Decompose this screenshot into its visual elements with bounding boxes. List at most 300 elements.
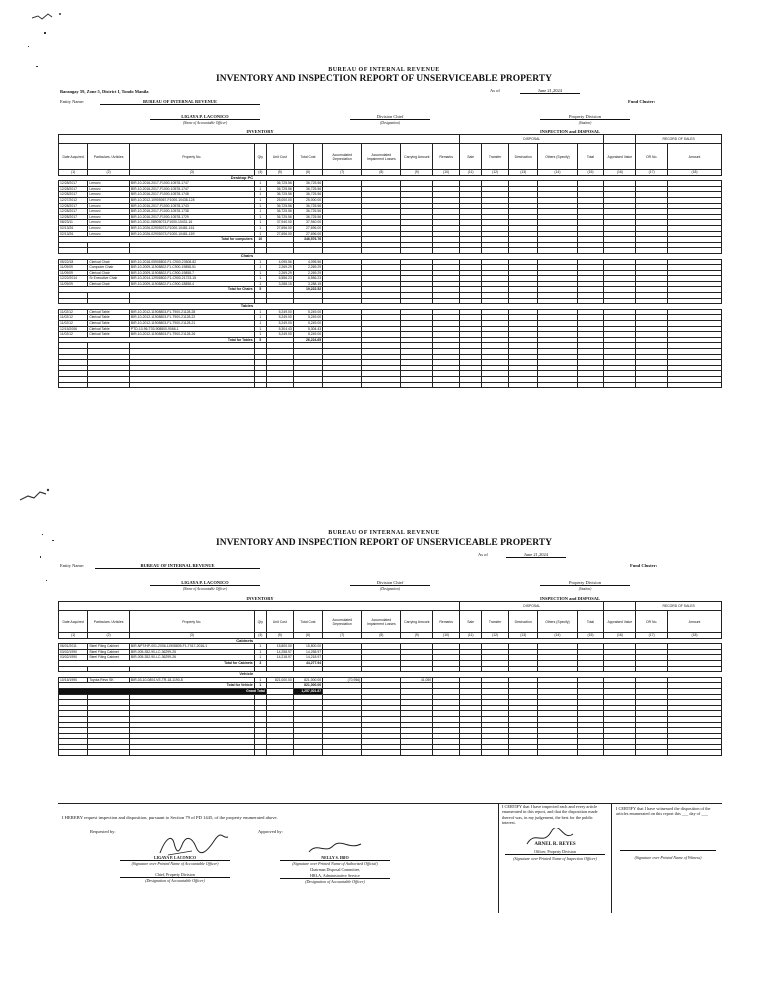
date-acquired: 12/28/2017: [59, 214, 88, 220]
request-statement: I HEREBY request inspection and disposition, pursuant to Section 79 of PD 1445, of the property enumerated above.: [62, 815, 278, 820]
column-header: Unit Cost: [266, 144, 293, 170]
as-of-value-2: June 21,2024: [506, 552, 566, 558]
total-cost: 36,725.56: [293, 209, 322, 215]
column-number: (5): [266, 170, 293, 176]
column-header: Others (Specify): [538, 144, 577, 170]
date-acquired: 12/22/2014: [59, 276, 88, 282]
qty: 1: [254, 326, 266, 332]
particulars: Steel Filing Cabinet: [88, 655, 130, 661]
column-header: Total Cost: [293, 144, 322, 170]
category-label: Cabinets: [129, 638, 254, 644]
unit-cost: 6,556.23: [266, 276, 293, 282]
sig2-line1: Chairman Disposal Committee,: [309, 867, 361, 872]
unit-cost: 14,218.97: [266, 655, 293, 661]
sig1-caption: (Signature over Printed Name of Accountable Officer): [131, 861, 219, 866]
qty: 1: [254, 220, 266, 226]
scan-speck: [40, 556, 41, 558]
total-label: Total for computers: [59, 237, 255, 243]
unit-cost: 36,725.56: [266, 203, 293, 209]
total-cost: 15,800.00: [293, 644, 322, 650]
total-cost: 346,576.76: [293, 237, 322, 243]
column-header: OR No.: [636, 611, 668, 633]
category-label: Chairs: [129, 253, 254, 259]
total-cost: 36,725.56: [293, 181, 322, 187]
unit-cost: 37,940.00: [266, 220, 293, 226]
qty: 1: [254, 309, 266, 315]
column-header: Total: [577, 611, 604, 633]
empty-cell: [482, 750, 509, 756]
inventory-section-label-2: INVENTORY: [246, 596, 274, 601]
unit-cost: 2,269.29: [266, 270, 293, 276]
total-cost: 2,269.29: [293, 270, 322, 276]
column-header: Qty: [254, 144, 266, 170]
empty-cell: [88, 382, 130, 388]
date-acquired: 05/22/18: [59, 259, 88, 265]
station-2: Property Division: [540, 580, 630, 586]
qty: 1: [254, 321, 266, 327]
column-header: Remarks: [433, 144, 460, 170]
station: Property Division: [540, 114, 630, 120]
empty-cell: [254, 750, 266, 756]
date-acquired: 03/02/1990: [59, 649, 88, 655]
date-acquired: 12/28/2017: [59, 186, 88, 192]
property-no: BIR-10-2026-02905073-F1000-10481-159: [129, 231, 254, 237]
grand-total-label: Grand Total: [59, 688, 267, 694]
qty: 1: [254, 276, 266, 282]
particulars: Lenovo: [88, 209, 130, 215]
inventory-table-page2: [58, 601, 722, 756]
column-header: Qty: [254, 611, 266, 633]
approved-by-label: Approved by:: [258, 829, 283, 834]
empty-cell: [129, 382, 254, 388]
particulars: Lenovo: [88, 225, 130, 231]
property-no: BIR-10-2016-2017-F1000-10578-1748: [129, 192, 254, 198]
sig3-sub: Officer, Property Division: [505, 849, 605, 855]
column-number: (9): [401, 170, 433, 176]
total-qty: 5: [254, 337, 266, 343]
total-cost: 3,288.15: [293, 281, 322, 287]
scan-speck: [36, 66, 38, 67]
total-cost: 27,696.00: [293, 225, 322, 231]
column-header: Total Cost: [293, 611, 322, 633]
sig1b-caption: (Designation of Accountable Officer): [145, 878, 205, 883]
property-no: BIR-10-2009-11908802-F1-C900-18858-4: [129, 281, 254, 287]
empty-cell: [266, 382, 293, 388]
unit-cost: 5,249.00: [266, 321, 293, 327]
sig2-caption2: (Designation of Accountable Officer): [305, 879, 365, 884]
empty-cell: [636, 382, 668, 388]
column-header: Accumulated Depreciation: [323, 611, 362, 633]
property-no: BIR-10-2016-2017-F1000-10578-1743: [129, 203, 254, 209]
unit-cost: 36,725.56: [266, 192, 293, 198]
total-cost: 5,304.43: [293, 326, 322, 332]
column-header: Date Acquired: [59, 144, 88, 170]
column-number: (18): [668, 170, 722, 176]
total-cost: 5,249.00: [293, 332, 322, 338]
agency-title: BUREAU OF INTERNAL REVENUE: [328, 67, 440, 73]
column-number: (18): [668, 633, 722, 639]
empty-cell: [509, 382, 538, 388]
empty-cell: [59, 382, 88, 388]
designation-caption-2: (Designation): [380, 587, 400, 591]
total-label: Total for Tables: [59, 337, 255, 343]
qty: 1: [254, 225, 266, 231]
column-number: (10): [433, 633, 460, 639]
particulars: Clerical Table: [88, 321, 130, 327]
date-acquired: 11/02/12: [59, 321, 88, 327]
empty-cell: [577, 382, 604, 388]
unit-cost: 27,696.00: [266, 225, 293, 231]
particulars: Computer Chair: [88, 265, 130, 271]
qty: 1: [254, 209, 266, 215]
total-cost: 36,725.56: [293, 203, 322, 209]
property-no: BIR-10-2016-2017-F1000-10578-1747: [129, 181, 254, 187]
date-acquired: 10/15/1990: [59, 677, 88, 683]
qty: 1: [254, 281, 266, 287]
date-acquired: 02/13/26: [59, 225, 88, 231]
total-cost: 36,725.56: [293, 192, 322, 198]
grand-total-value: 1,257,301.87: [293, 688, 322, 694]
column-number: (7): [323, 170, 362, 176]
scan-speck: [46, 580, 47, 581]
column-header: Property No.: [129, 611, 254, 633]
column-header: Particulars / Articles: [88, 144, 130, 170]
empty-cell: [362, 382, 401, 388]
sig2-line2: HRLA, Administrative Service: [280, 873, 390, 879]
accountable-officer: LIGAYA P. LACONICO: [150, 114, 260, 120]
unit-cost: 25,000.00: [266, 197, 293, 203]
fund-cluster-label: Fund Cluster:: [628, 99, 656, 104]
column-number: (9): [401, 633, 433, 639]
requested-by-label: Requested by:: [90, 829, 116, 834]
empty-cell: [362, 750, 401, 756]
unit-cost: 36,725.56: [266, 214, 293, 220]
accountable-caption-2: (Name of Accountable Officer): [182, 587, 228, 591]
qty: 1: [254, 315, 266, 321]
column-header: Amount: [668, 144, 722, 170]
particulars: Lenovo: [88, 220, 130, 226]
empty-cell: [636, 750, 668, 756]
empty-cell: [668, 382, 722, 388]
property-no: BIR-10-2016-2017-F1000-10578-1729: [129, 214, 254, 220]
witness-line: [620, 850, 716, 851]
unit-cost: 5,249.00: [266, 332, 293, 338]
empty-cell: [509, 750, 538, 756]
qty: 1: [254, 655, 266, 661]
particulars: Clerical Table: [88, 315, 130, 321]
date-acquired: 12/27/2012: [59, 197, 88, 203]
empty-cell: [668, 750, 722, 756]
property-no: BIR-10-2026-02905073-F1000-10481-161: [129, 225, 254, 231]
report-title: INVENTORY AND INSPECTION REPORT OF UNSERVICEABLE PROPERTY: [216, 74, 552, 84]
unit-cost: 821,000.00: [266, 677, 293, 683]
sig3-caption: (Signature over Printed Name of Inspection Officer): [513, 856, 597, 861]
qty: 1: [254, 214, 266, 220]
certify-inspection: I CERTIFY that I have inspected each and every article enumerated in this report, and that the disposition made thereof was, in my judgement, the best for the public interest.: [502, 804, 598, 826]
category-label: Tables: [129, 304, 254, 310]
sig1-name: LIGAYA P. LACONICO: [120, 855, 230, 861]
column-header: Date Acquired: [59, 611, 88, 633]
column-header: Carrying Amount: [401, 144, 433, 170]
empty-cell: [401, 750, 433, 756]
qty: 1: [254, 644, 266, 650]
column-header: Destruction: [509, 611, 538, 633]
column-number: (8): [362, 170, 401, 176]
entity-label-2: Entity Name:: [60, 563, 85, 568]
property-no: BIR-10-2012-11908803-F1-T900-21128-22: [129, 315, 254, 321]
empty-cell: [293, 382, 322, 388]
total-label: Total for Chairs: [59, 287, 255, 293]
sig4-caption: (Signature over Printed Name of Witness): [634, 855, 702, 860]
category-label: Desktop PC: [129, 175, 254, 181]
sig2-name: NELLY S. IBIO: [280, 855, 390, 861]
scan-speck: [52, 540, 54, 541]
accumulated-depreciation: (70,956): [323, 677, 362, 683]
sig1b-name: Chief, Property Division: [120, 872, 230, 878]
empty-cell: [604, 750, 636, 756]
column-header: Particulars / Articles: [88, 611, 130, 633]
empty-cell: [433, 382, 460, 388]
empty-cell: [460, 382, 482, 388]
qty: 1: [254, 259, 266, 265]
date-acquired: 11/09/09: [59, 265, 88, 271]
column-number: (13): [509, 633, 538, 639]
empty-cell: [538, 382, 577, 388]
total-label: Total for Cabinets: [59, 660, 255, 666]
empty-row: [59, 750, 722, 756]
station-caption-2: (Station): [578, 587, 592, 591]
sig2-caption: (Signature over Printed Name of Authorized Official): [292, 861, 378, 866]
unit-cost: 4,095.56: [266, 259, 293, 265]
property-no: BIR-10-2012-11908803-F1-T900-21128-26: [129, 332, 254, 338]
total-qty: 10: [254, 237, 266, 243]
date-acquired: 11/02/12: [59, 309, 88, 315]
accountable-caption: (Name of Accountable Officer): [182, 121, 228, 125]
particulars: Lenovo: [88, 203, 130, 209]
qty: 1: [254, 186, 266, 192]
designation-2: Division Chief: [350, 580, 430, 586]
total-cost: 821,000.00: [293, 677, 322, 683]
column-number: (13): [509, 170, 538, 176]
column-number: (4): [254, 633, 266, 639]
scan-speck: [42, 534, 43, 535]
date-acquired: 06/01/2011: [59, 644, 88, 650]
particulars: Clerical Table: [88, 332, 130, 338]
fund-cluster-label-2: Fund Cluster:: [630, 563, 658, 568]
unit-cost: 36,725.56: [266, 181, 293, 187]
column-number: (14): [538, 633, 577, 639]
column-number: (12): [482, 170, 509, 176]
column-number: (10): [433, 170, 460, 176]
property-no: BIR-NPT/HP-001-2006-11908805-F1-T017-2016-1: [129, 644, 254, 650]
column-number: (14): [538, 170, 577, 176]
empty-cell: [129, 750, 254, 756]
unit-cost: 5,304.43: [266, 326, 293, 332]
particulars: Lenovo: [88, 181, 130, 187]
qty: 1: [254, 197, 266, 203]
property-no: BIR-005-352-90-LC-36299-25: [129, 649, 254, 655]
empty-cell: [88, 750, 130, 756]
column-number: (2): [88, 633, 130, 639]
unit-cost: 36,725.56: [266, 186, 293, 192]
particulars: Clerical Table: [88, 326, 130, 332]
total-cost: 5,249.00: [293, 309, 322, 315]
property-no: BIR-10-2012-11908803-F1-T900-21128-28: [129, 309, 254, 315]
total-cost: 44,277.94: [293, 660, 322, 666]
empty-cell: [266, 750, 293, 756]
particulars: Steel Filing Cabinet: [88, 644, 130, 650]
empty-cell: [460, 750, 482, 756]
total-cost: 5,249.00: [293, 321, 322, 327]
column-number: (11): [460, 170, 482, 176]
accountable-officer-2: LIGAYA P. LACONICO: [150, 580, 260, 586]
empty-cell: [538, 750, 577, 756]
particulars: Lenovo: [88, 192, 130, 198]
empty-cell: [59, 750, 88, 756]
empty-cell: [293, 750, 322, 756]
total-qty: 1: [254, 683, 266, 689]
column-header: Destruction: [509, 144, 538, 170]
property-no: BIR-10-2018-05908802-F1-C900-23508-82: [129, 259, 254, 265]
cert-divider-2: [611, 803, 612, 913]
column-number: (3): [129, 633, 254, 639]
date-acquired: 12/28/2017: [59, 209, 88, 215]
entity-value: BUREAU OF INTERNAL REVENUE: [100, 99, 260, 105]
column-header: Transfer: [482, 144, 509, 170]
qty: 1: [254, 181, 266, 187]
entity-value-2: BUREAU OF INTERNAL REVENUE: [95, 563, 260, 569]
date-acquired: 08/23/11: [59, 220, 88, 226]
total-cost: 821,000.00: [293, 683, 322, 689]
property-no: BIR-10-2014-12908802-F1-C900-21723-15: [129, 276, 254, 282]
total-cost: 26,224.65: [293, 337, 322, 343]
scan-speck: [28, 46, 29, 47]
sig3-name: ARNEL R. REYES: [534, 842, 576, 847]
unit-cost: 2,269.29: [266, 265, 293, 271]
date-acquired: 11/02/12: [59, 315, 88, 321]
column-header: Sale: [460, 611, 482, 633]
column-number: (12): [482, 633, 509, 639]
unit-cost: 36,725.56: [266, 209, 293, 215]
unit-cost: 27,696.00: [266, 231, 293, 237]
total-cost: 5,249.00: [293, 315, 322, 321]
column-header: Accumulated Impairment Losses: [362, 144, 401, 170]
property-no: BIR-10-2016-2017-F1000-10578-1747: [129, 186, 254, 192]
column-number: (2): [88, 170, 130, 176]
total-cost: 36,725.56: [293, 186, 322, 192]
column-number: (17): [636, 633, 668, 639]
particulars: Lenovo: [88, 197, 130, 203]
as-of-label-2: As of: [478, 552, 488, 557]
scan-speck-mid: [18, 486, 54, 506]
particulars: Clerical Chair: [88, 259, 130, 265]
total-cost: 19,222.52: [293, 287, 322, 293]
column-number: (6): [293, 633, 322, 639]
property-no: BIR-10-2016-2017-F1000-10578-1738: [129, 209, 254, 215]
certify-witness: I CERTIFY that I have witnessed the disposition of the articles enumerated on this report this ___ day of ___: [616, 806, 711, 817]
inventory-table-page1: [58, 134, 722, 388]
property-no: BIR-10-2009-11908802-F1-C900-19858-7: [129, 270, 254, 276]
cert-divider-1: [498, 803, 499, 913]
total-cost: 37,940.00: [293, 220, 322, 226]
total-qty: 5: [254, 287, 266, 293]
column-number: (8): [362, 633, 401, 639]
property-no: BIR-03-10-0804-VE-TR-18-1190-8: [129, 677, 254, 683]
property-no: BIR-10-2011-08905073-F1000-10431-16: [129, 220, 254, 226]
column-number: (15): [577, 633, 604, 639]
date-acquired: 12/28/2017: [59, 192, 88, 198]
property-no: BIR-10-2012-11908803-F1-T900-21128-21: [129, 321, 254, 327]
disposal-header-2: DISPOSAL: [460, 602, 604, 611]
column-number: (16): [604, 633, 636, 639]
property-no: BIR-10-2009-11908802-F1-C900-19858-51: [129, 265, 254, 271]
empty-cell: [604, 382, 636, 388]
unit-cost: 5,249.00: [266, 315, 293, 321]
disposal-header: DISPOSAL: [460, 135, 604, 144]
column-header: Appraised Value: [604, 144, 636, 170]
date-acquired: 12/28/2017: [59, 203, 88, 209]
unit-cost: 15,800.00: [266, 644, 293, 650]
particulars: Clerical Chair: [88, 281, 130, 287]
column-header: Appraised Value: [604, 611, 636, 633]
particulars: Toyota Revo SK: [88, 677, 130, 683]
qty: 1: [254, 203, 266, 209]
qty: 1: [254, 649, 266, 655]
date-acquired: 12/28/2017: [59, 181, 88, 187]
agency-title-2: BUREAU OF INTERNAL REVENUE: [328, 530, 440, 536]
designation-caption: (Designation): [380, 121, 400, 125]
qty: 1: [254, 231, 266, 237]
column-header: Sale: [460, 144, 482, 170]
property-no: BIR-10-2012-10905067-F1000-10438-128: [129, 197, 254, 203]
empty-cell: [323, 750, 362, 756]
unit-cost: 3,288.15: [266, 281, 293, 287]
date-acquired: 12/15/2006: [59, 326, 88, 332]
date-acquired: 11/09/09: [59, 270, 88, 276]
date-acquired: 11/09/09: [59, 281, 88, 287]
total-cost: 14,258.97: [293, 649, 322, 655]
empty-cell: [433, 750, 460, 756]
empty-cell: [401, 382, 433, 388]
total-cost: 4,095.56: [293, 259, 322, 265]
particulars: Clerical Table: [88, 309, 130, 315]
column-number: (1): [59, 633, 88, 639]
designation: Division Chief: [350, 114, 430, 120]
empty-cell: [254, 382, 266, 388]
column-header: Others (Specify): [538, 611, 577, 633]
particulars: Steel Filing Cabinet: [88, 649, 130, 655]
unit-cost: 5,249.00: [266, 309, 293, 315]
column-number: (4): [254, 170, 266, 176]
carrying-amount: 41,050: [401, 677, 433, 683]
total-qty: 3: [254, 660, 266, 666]
qty: 1: [254, 265, 266, 271]
qty: 1: [254, 270, 266, 276]
column-number: (7): [323, 633, 362, 639]
record-sales-header-2: RECORD OF SALES: [636, 602, 722, 611]
date-acquired: 02/13/26: [59, 231, 88, 237]
date-acquired: 03/02/1990: [59, 655, 88, 661]
category-label: Vehicle: [129, 672, 254, 678]
report-title-2: INVENTORY AND INSPECTION REPORT OF UNSERVICEABLE PROPERTY: [216, 538, 552, 548]
column-header: Accumulated Impairment Losses: [362, 611, 401, 633]
property-no: PTD-10-96-T03-908800-9066-1: [129, 326, 254, 332]
station-caption: (Station): [578, 121, 592, 125]
inspection-section-label-2: INSPECTION and DISPOSAL: [539, 596, 601, 601]
total-cost: 14,218.97: [293, 655, 322, 661]
empty-cell: [323, 382, 362, 388]
total-label: Total for Vehicle: [59, 683, 255, 689]
